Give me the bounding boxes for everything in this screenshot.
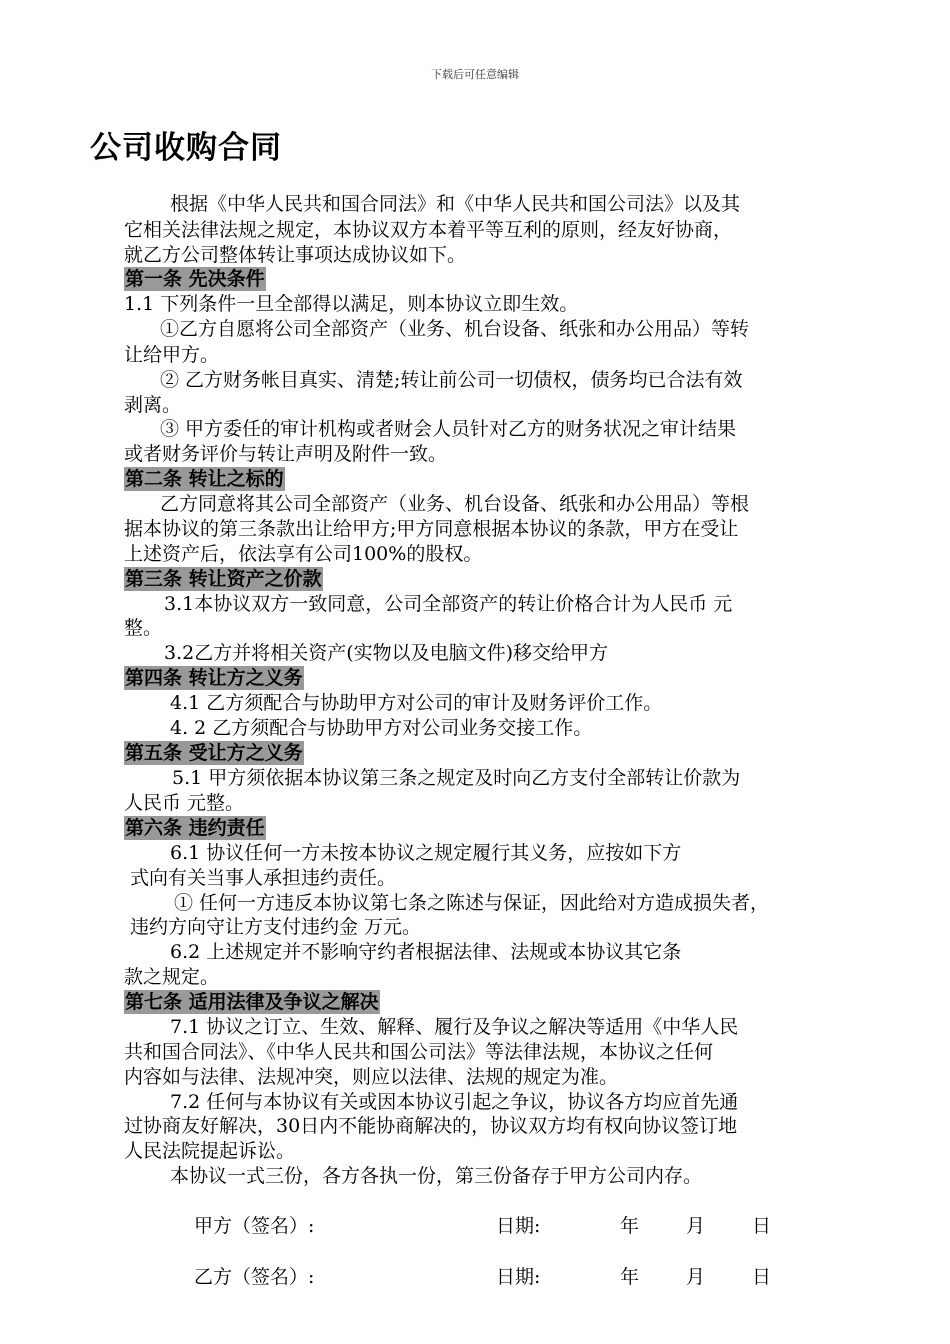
party-b-signature-label: 乙方（签名）: bbox=[194, 1266, 315, 1288]
clause-line: 或者财务评价与转让声明及附件一致。 bbox=[124, 443, 448, 465]
clause-line: 让给甲方。 bbox=[124, 344, 220, 366]
clause-line: 6.1 协议任何一方未按本协议之规定履行其义务，应按如下方 bbox=[170, 842, 682, 864]
clause-line: 4. 2 乙方须配合与协助甲方对公司业务交接工作。 bbox=[170, 717, 593, 739]
clause-line: 6.2 上述规定并不影响守约者根据法律、法规或本协议其它条 bbox=[170, 941, 682, 963]
date-label: 日期: bbox=[496, 1215, 541, 1237]
clause-line: 1.1 下列条件一旦全部得以满足，则本协议立即生效。 bbox=[124, 293, 579, 315]
section-heading: 第二条 转让之标的 bbox=[125, 468, 284, 490]
section-heading: 第五条 受让方之义务 bbox=[125, 742, 303, 764]
section-heading: 第一条 先决条件 bbox=[125, 268, 265, 290]
clause-line: ① 任何一方违反本协议第七条之陈述与保证，因此给对方造成损失者， bbox=[174, 892, 770, 914]
clause-line: 据本协议的第三条款出让给甲方;甲方同意根据本协议的条款，甲方在受让 bbox=[124, 518, 739, 540]
header-note: 下载后可任意编辑 bbox=[431, 68, 519, 81]
clause-line: 人民法院提起诉讼。 bbox=[124, 1140, 296, 1162]
clause-line: ③ 甲方委任的审计机构或者财会人员针对乙方的财务状况之审计结果 bbox=[160, 418, 737, 440]
clause-line: 7.1 协议之订立、生效、解释、履行及争议之解决等适用《中华人民 bbox=[170, 1016, 739, 1038]
intro-line: 它相关法律法规之规定，本协议双方本着平等互利的原则，经友好协商， bbox=[124, 219, 733, 241]
day-label: 日 bbox=[752, 1266, 772, 1288]
month-label: 月 bbox=[686, 1266, 706, 1288]
section-heading: 第七条 适用法律及争议之解决 bbox=[125, 991, 379, 1013]
clause-line: 7.2 任何与本协议有关或因本协议引起之争议，协议各方均应首先通 bbox=[170, 1091, 739, 1113]
document-title: 公司收购合同 bbox=[90, 130, 282, 166]
clause-line: ② 乙方财务帐目真实、清楚;转让前公司一切债权，债务均已合法有效 bbox=[160, 369, 743, 391]
date-label: 日期: bbox=[496, 1266, 541, 1288]
clause-line: 剥离。 bbox=[124, 394, 182, 416]
section-heading: 第四条 转让方之义务 bbox=[125, 667, 303, 689]
month-label: 月 bbox=[686, 1215, 706, 1237]
clause-line: 本协议一式三份，各方各执一份，第三份备存于甲方公司内存。 bbox=[170, 1165, 703, 1187]
clause-line: 共和国合同法》、《中华人民共和国公司法》等法律法规，本协议之任何 bbox=[124, 1041, 714, 1063]
clause-line: 上述资产后，依法享有公司100%的股权。 bbox=[124, 543, 483, 565]
party-a-signature-label: 甲方（签名）: bbox=[194, 1215, 315, 1237]
section-heading: 第三条 转让资产之价款 bbox=[125, 568, 322, 590]
clause-line: 人民币 元整。 bbox=[124, 792, 245, 814]
clause-line: 违约方向守让方支付违约金 万元。 bbox=[130, 916, 422, 938]
intro-line: 就乙方公司整体转让事项达成协议如下。 bbox=[124, 244, 467, 266]
clause-line: 内容如与法律、法规冲突，则应以法律、法规的规定为准。 bbox=[124, 1066, 619, 1088]
clause-line: 4.1 乙方须配合与协助甲方对公司的审计及财务评价工作。 bbox=[170, 692, 663, 714]
section-heading: 第六条 违约责任 bbox=[125, 817, 265, 839]
clause-line: 式向有关当事人承担违约责任。 bbox=[130, 867, 397, 889]
clause-line: 过协商友好解决，30日内不能协商解决的，协议双方均有权向协议签订地 bbox=[124, 1115, 738, 1137]
clause-line: 整。 bbox=[124, 617, 163, 639]
year-label: 年 bbox=[620, 1266, 640, 1288]
clause-line: 3.2乙方并将相关资产(实物以及电脑文件)移交给甲方 bbox=[164, 642, 609, 664]
year-label: 年 bbox=[620, 1215, 640, 1237]
day-label: 日 bbox=[752, 1215, 772, 1237]
clause-line: 乙方同意将其公司全部资产（业务、机台设备、纸张和办公用品）等根 bbox=[160, 493, 750, 515]
clause-line: 5.1 甲方须依据本协议第三条之规定及时向乙方支付全部转让价款为 bbox=[172, 767, 741, 789]
intro-line: 根据《中华人民共和国合同法》和《中华人民共和国公司法》以及其 bbox=[170, 193, 741, 215]
clause-line: ①乙方自愿将公司全部资产（业务、机台设备、纸张和办公用品）等转 bbox=[160, 318, 750, 340]
clause-line: 3.1本协议双方一致同意，公司全部资产的转让价格合计为人民币 元 bbox=[164, 593, 733, 615]
clause-line: 款之规定。 bbox=[124, 966, 220, 988]
